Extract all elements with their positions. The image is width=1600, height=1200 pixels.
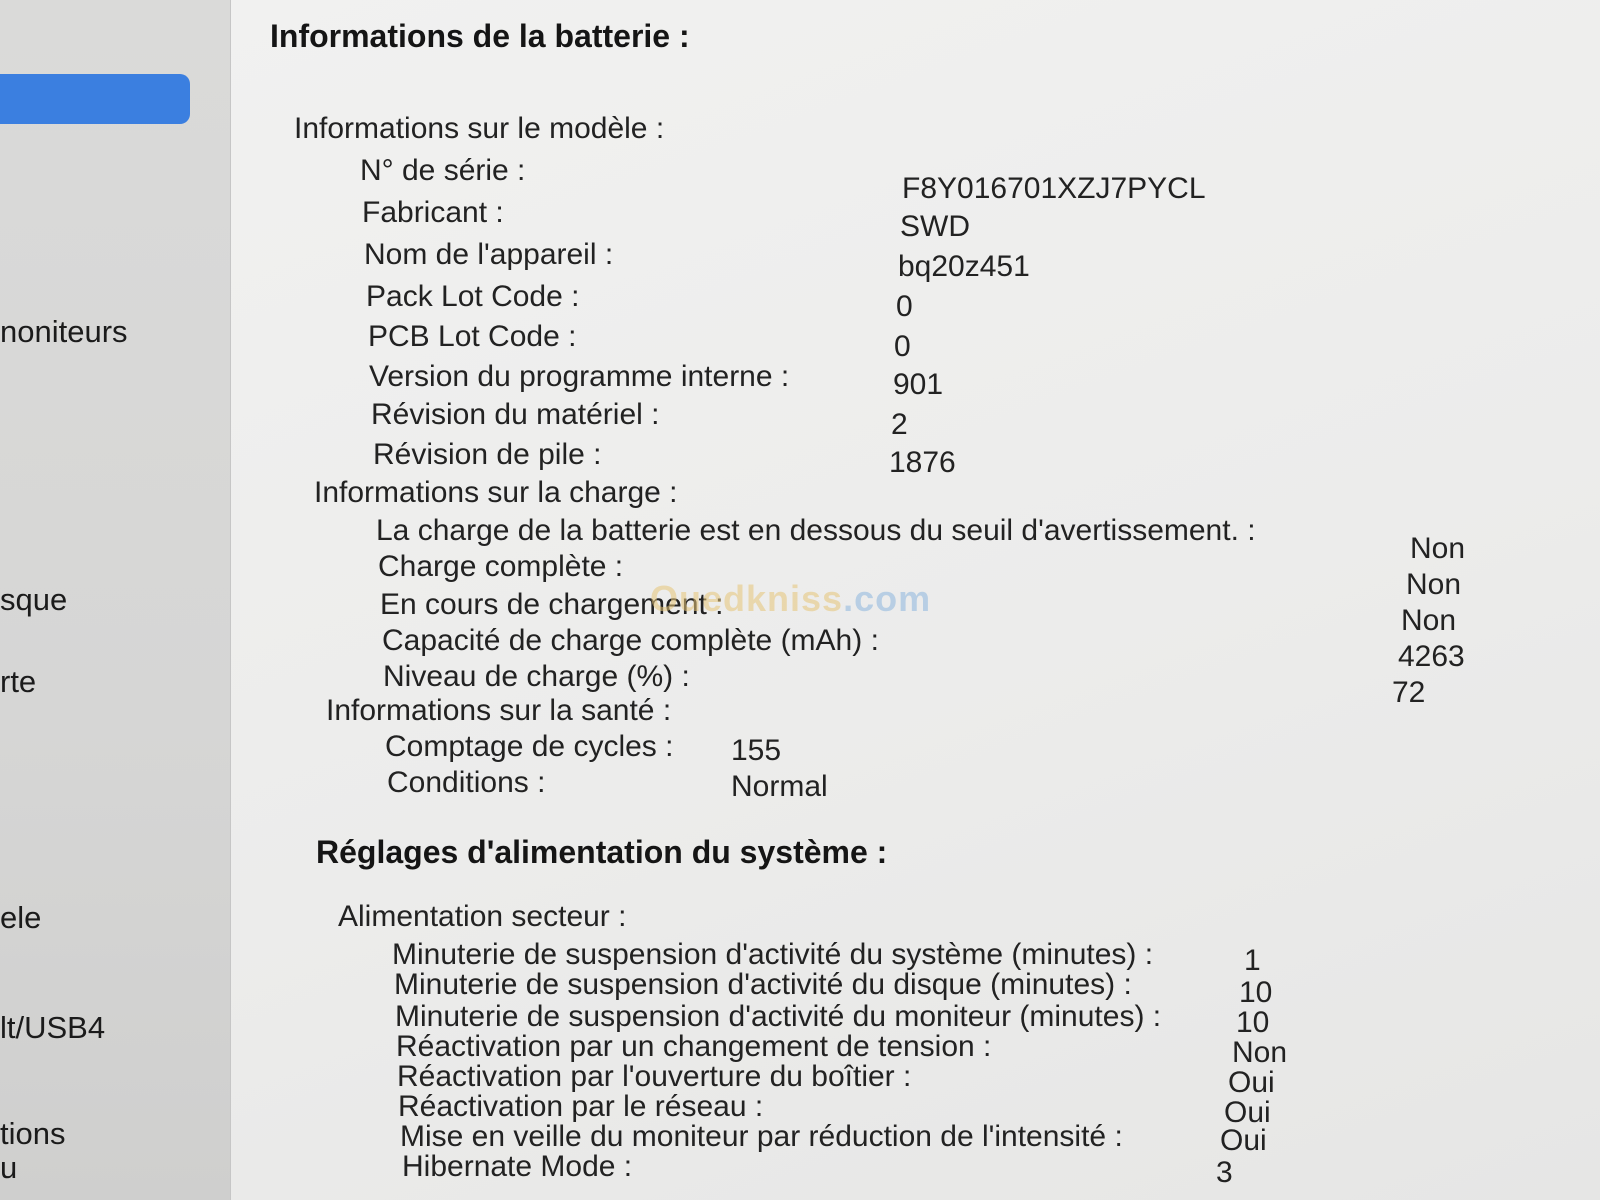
health-value: Normal <box>731 770 828 803</box>
ac-value: Oui <box>1220 1124 1267 1157</box>
model-label: Nom de l'appareil : <box>364 238 614 271</box>
sidebar-item-tions[interactable]: tions <box>0 1116 66 1151</box>
charge-value: 4263 <box>1398 640 1465 673</box>
power-title: Réglages d'alimentation du système : <box>316 834 888 870</box>
ac-value: 1 <box>1244 944 1261 977</box>
sidebar-item-disque[interactable]: sque <box>0 582 68 617</box>
model-value: 901 <box>893 368 944 401</box>
charge-heading: Informations sur la charge : <box>314 476 678 509</box>
ac-value: Non <box>1232 1036 1288 1069</box>
model-label: N° de série : <box>360 154 526 187</box>
charge-value: Non <box>1410 532 1466 565</box>
health-heading: Informations sur la santé : <box>326 694 672 727</box>
ac-value: Oui <box>1228 1066 1275 1099</box>
ac-value: 10 <box>1236 1006 1270 1039</box>
ac-label: Mise en veille du moniteur par réduction de l'intensité : <box>400 1120 1123 1153</box>
health-label: Conditions : <box>387 766 546 799</box>
sidebar-item-thunderbolt[interactable]: lt/USB4 <box>0 1010 106 1045</box>
charge-value: Non <box>1406 568 1462 601</box>
model-heading: Informations sur le modèle : <box>294 112 665 145</box>
charge-label: Capacité de charge complète (mAh) : <box>382 624 879 657</box>
charge-label: Charge complète : <box>378 550 624 583</box>
charge-value: 72 <box>1392 676 1426 709</box>
model-value: 2 <box>891 408 908 441</box>
ac-label: Minuterie de suspension d'activité du disque (minutes) : <box>394 968 1132 1001</box>
model-value: 0 <box>896 290 913 323</box>
ac-label: Minuterie de suspension d'activité du moniteur (minutes) : <box>395 1000 1162 1033</box>
sidebar-item-ele[interactable]: ele <box>0 900 42 935</box>
charge-label: Niveau de charge (%) : <box>383 660 690 693</box>
charge-label: La charge de la batterie est en dessous du seuil d'avertissement. : <box>376 514 1256 547</box>
ac-label: Hibernate Mode : <box>402 1150 633 1183</box>
sidebar-item-moniteurs[interactable]: noniteurs <box>0 314 128 349</box>
model-label: Révision de pile : <box>373 438 602 471</box>
health-label: Comptage de cycles : <box>385 730 674 763</box>
model-label: Pack Lot Code : <box>366 280 580 313</box>
sidebar-item-u[interactable]: u <box>0 1150 18 1185</box>
charge-label: En cours de chargement : <box>380 588 724 621</box>
ac-label: Réactivation par le réseau : <box>398 1090 764 1123</box>
health-value: 155 <box>731 734 782 767</box>
sidebar-item-carte[interactable]: rte <box>0 664 37 699</box>
model-label: Fabricant : <box>362 196 504 229</box>
battery-title: Informations de la batterie : <box>270 18 690 54</box>
ac-value: 10 <box>1239 976 1273 1009</box>
model-value: 1876 <box>889 446 956 479</box>
model-value: F8Y016701XZJ7PYCL <box>902 172 1206 205</box>
sidebar <box>0 0 231 1200</box>
model-label: Révision du matériel : <box>371 398 660 431</box>
ac-label: Minuterie de suspension d'activité du système (minutes) : <box>392 938 1154 971</box>
model-value: bq20z451 <box>898 250 1030 283</box>
ac-label: Réactivation par un changement de tension : <box>396 1030 992 1063</box>
ac-heading: Alimentation secteur : <box>338 900 627 933</box>
model-value: SWD <box>900 210 970 243</box>
model-label: PCB Lot Code : <box>368 320 577 353</box>
sidebar-selected-item[interactable] <box>0 74 190 124</box>
model-value: 0 <box>894 330 911 363</box>
watermark: Ouedkniss.com <box>650 578 932 619</box>
ac-value: 3 <box>1216 1156 1233 1189</box>
charge-value: Non <box>1401 604 1457 637</box>
ac-value: Oui <box>1224 1096 1271 1129</box>
ac-label: Réactivation par l'ouverture du boîtier : <box>397 1060 912 1093</box>
model-label: Version du programme interne : <box>369 360 790 393</box>
